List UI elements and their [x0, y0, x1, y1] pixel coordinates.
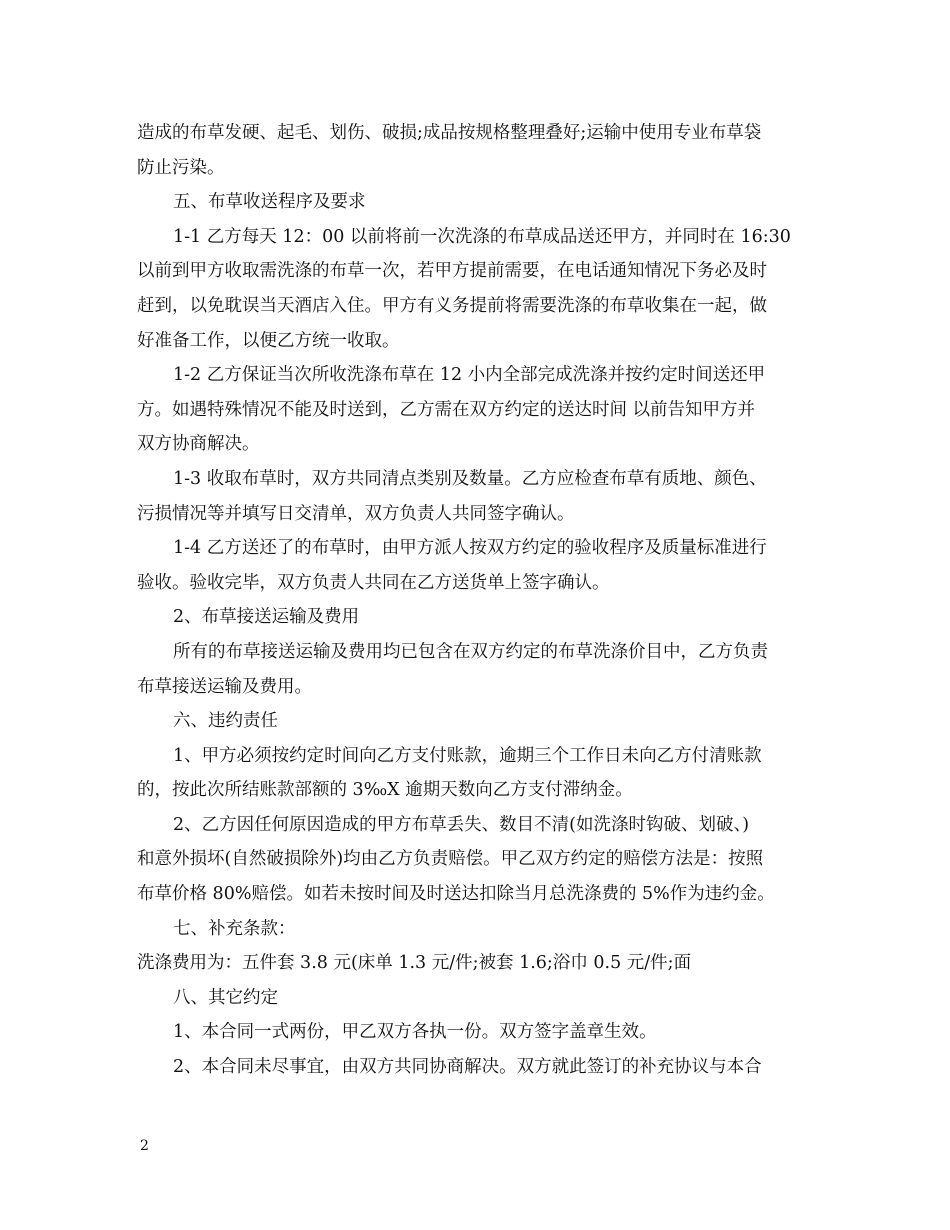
section-heading: 五、布草收送程序及要求 — [173, 192, 366, 213]
section-heading: 七、补充条款： — [173, 918, 296, 939]
text-line: 赶到，以免耽误当天酒店入住。甲方有义务提前将需要洗涤的布草收集在一起，做 — [137, 295, 767, 316]
text-line: 验收。验收完毕，双方负责人共同在乙方送货单上签字确认。 — [137, 572, 610, 593]
text-line: 造成的布草发硬、起毛、划伤、破损;成品按规格整理叠好;运输中使用专业布草袋 — [137, 123, 762, 143]
page-number: 2 — [140, 1138, 149, 1154]
text-line: 方。如遇特殊情况不能及时送到，乙方需在双方约定的送达时间 以前告知甲方并 — [137, 399, 756, 420]
text-line: 以前到甲方收取需洗涤的布草一次，若甲方提前需要，在电话通知情况下务必及时 — [137, 261, 767, 282]
text-line: 1-1 乙方每天 12：00 以前将前一次洗涤的布草成品送还甲方，并同时在 16:30 — [173, 226, 791, 247]
section-heading: 2、布草接送运输及费用 — [173, 607, 360, 628]
text-line: 洗涤费用为：五件套 3.8 元(床单 1.3 元/件;被套 1.6;浴巾 0.5 元/件;面 — [137, 953, 692, 974]
text-line: 布草接送运输及费用。 — [137, 676, 312, 697]
text-line: 防止污染。 — [137, 157, 225, 178]
text-line: 好准备工作，以便乙方统一收取。 — [137, 330, 400, 351]
text-line: 1、本合同一式两份，甲乙双方各执一份。双方签字盖章生效。 — [173, 1022, 657, 1043]
text-line: 1、甲方必须按约定时间向乙方支付账款，逾期三个工作日未向乙方付清账款 — [173, 745, 762, 766]
text-line: 2、本合同未尽事宜，由双方共同协商解决。双方就此签订的补充协议与本合 — [173, 1057, 762, 1078]
contract-body — [137, 116, 827, 1085]
text-line: 污损情况等并填写日交清单，双方负责人共同签字确认。 — [137, 503, 575, 524]
text-line: 1-3 收取布草时，双方共同清点类别及数量。乙方应检查布草有质地、颜色、 — [173, 468, 767, 489]
text-line: 布草价格 80%赔偿。如若未按时间及时送达扣除当月总洗涤费的 5%作为违约金。 — [137, 884, 775, 905]
text-line: 的，按此次所结账款部额的 3‰X 逾期天数向乙方支付滞纳金。 — [137, 780, 633, 801]
section-heading: 六、违约责任 — [173, 711, 278, 732]
text-line: 和意外损坏(自然破损除外)均由乙方负责赔偿。甲乙双方约定的赔偿方法是：按照 — [137, 849, 764, 870]
text-line: 2、乙方因任何原因造成的甲方布草丢失、数目不清(如洗涤时钩破、划破、) — [173, 814, 750, 835]
text-line: 所有的布草接送运输及费用均已包含在双方约定的布草洗涤价目中，乙方负责 — [173, 641, 768, 662]
text-line: 1-2 乙方保证当次所收洗涤布草在 12 小内全部完成洗涤并按约定时间送还甲 — [173, 365, 766, 386]
text-line: 1-4 乙方送还了的布草时，由甲方派人按双方约定的验收程序及质量标准进行 — [173, 538, 767, 559]
section-heading: 八、其它约定 — [173, 987, 278, 1008]
text-line: 双方协商解决。 — [137, 434, 260, 455]
